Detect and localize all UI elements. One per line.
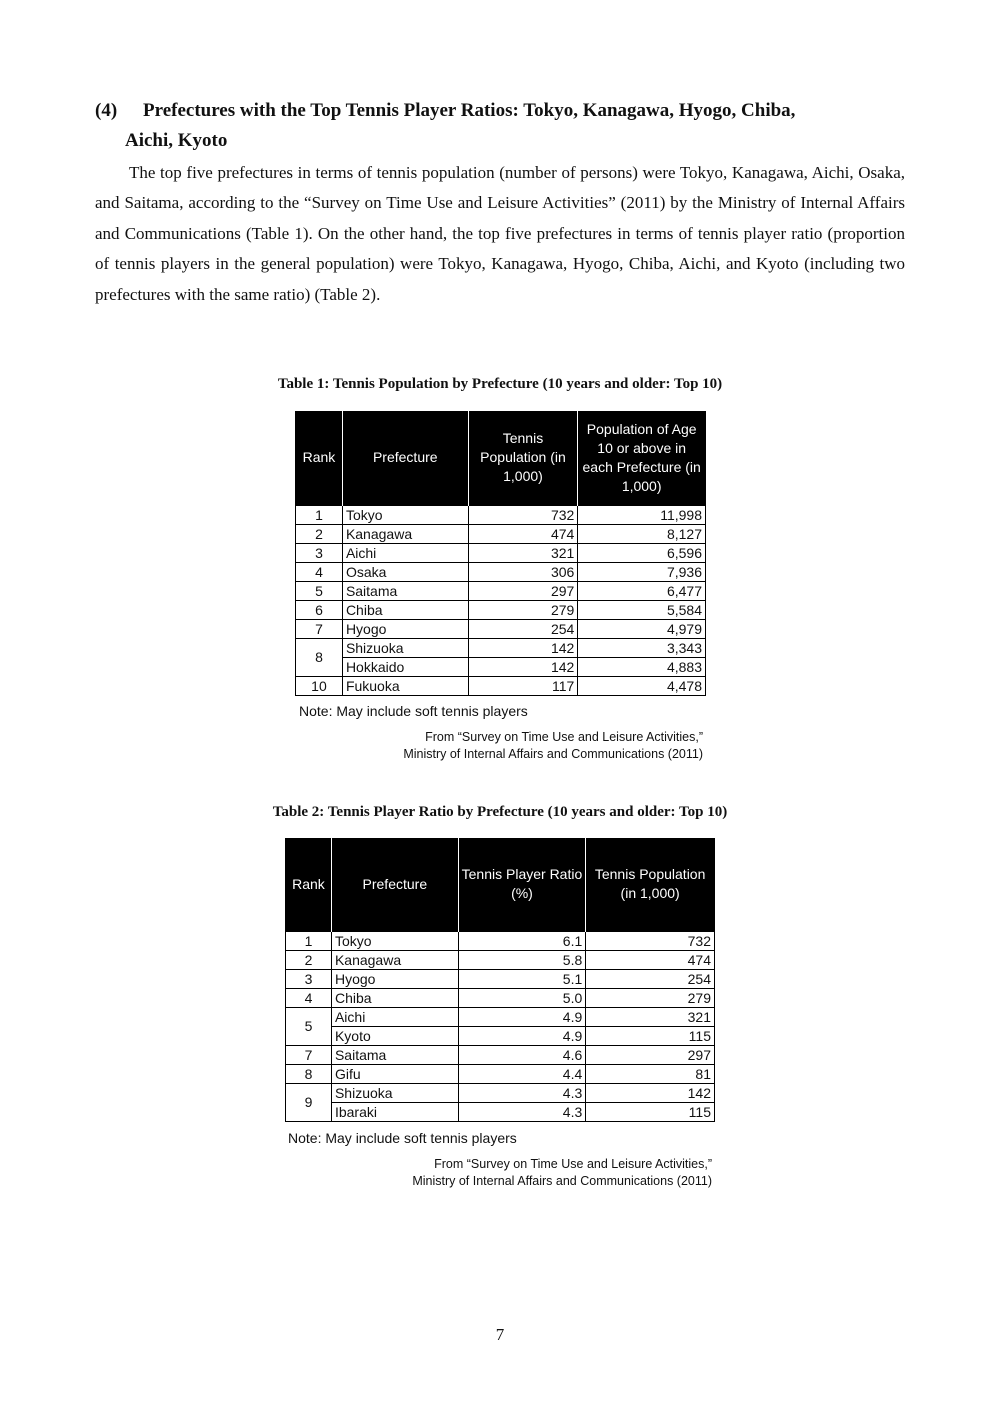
ratio-cell: 4.4: [458, 1064, 586, 1083]
tennis-population-cell: 81: [586, 1064, 715, 1083]
prefecture-cell: Aichi: [342, 543, 468, 562]
ratio-cell: 4.9: [458, 1026, 586, 1045]
tennis-population-cell: 117: [468, 676, 578, 695]
rank-cell: 5: [296, 581, 343, 600]
tennis-population-cell: 474: [468, 524, 578, 543]
table-row: [286, 1083, 715, 1102]
tennis-population-cell: 321: [586, 1007, 715, 1026]
ratio-cell: 4.9: [458, 1007, 586, 1026]
ratio-cell: 6.1: [458, 931, 586, 950]
table2: [285, 838, 715, 1122]
tennis-population-cell: 732: [586, 931, 715, 950]
tennis-population-cell: 142: [586, 1083, 715, 1102]
ratio-cell: 5.8: [458, 950, 586, 969]
tennis-population-cell: 306: [468, 562, 578, 581]
table-row: [296, 638, 706, 657]
tennis-population-cell: 142: [468, 657, 578, 676]
table2-header-prefecture: Prefecture: [331, 838, 458, 931]
ratio-cell: 4.3: [458, 1083, 586, 1102]
table-row: [296, 657, 706, 676]
tennis-population-cell: 254: [468, 619, 578, 638]
body-paragraph: The top five prefectures in terms of tennis population (number of persons) were Tokyo, Kanagawa, Aichi, Osaka, and Saitama, according to the “Survey on Time Use and Leisure Activities” (2011) by the Ministry of Internal Affairs and Communications (Table 1). On the other hand, the top five prefectures in terms of tennis player ratio (proportion of tennis players in the general population) were Tokyo, Kanagawa, Hyogo, Chiba, Aichi, and Kyoto (including two prefectures with the same ratio) (Table 2).: [95, 163, 905, 304]
table1-header-age10-population: Population of Age 10 or above in each Prefecture (in 1,000): [578, 411, 706, 505]
tennis-population-cell: 297: [586, 1045, 715, 1064]
prefecture-cell: Aichi: [331, 1007, 458, 1026]
rank-cell: 4: [286, 988, 332, 1007]
section-heading: [95, 96, 915, 156]
prefecture-cell: Kyoto: [331, 1026, 458, 1045]
prefecture-cell: Tokyo: [331, 931, 458, 950]
population-cell: 6,596: [578, 543, 706, 562]
table1-source: [300, 729, 703, 763]
rank-cell: 1: [296, 505, 343, 524]
table2-caption: Table 2: Tennis Player Ratio by Prefecture (10 years and older: Top 10): [272, 804, 728, 820]
tennis-population-cell: 279: [586, 988, 715, 1007]
table-row: [296, 543, 706, 562]
table-row: [286, 969, 715, 988]
table-row: [286, 1026, 715, 1045]
prefecture-cell: Hyogo: [342, 619, 468, 638]
table2-source-line2: Ministry of Internal Affairs and Communications (2011): [412, 1174, 712, 1188]
table-row: [286, 950, 715, 969]
tennis-population-cell: 115: [586, 1102, 715, 1121]
rank-cell: 10: [296, 676, 343, 695]
rank-cell: 1: [286, 931, 332, 950]
rank-cell: 5: [286, 1007, 332, 1045]
rank-cell: 7: [286, 1045, 332, 1064]
population-cell: 7,936: [578, 562, 706, 581]
ratio-cell: 5.1: [458, 969, 586, 988]
table1: [295, 411, 706, 696]
prefecture-cell: Hyogo: [331, 969, 458, 988]
tennis-population-cell: 297: [468, 581, 578, 600]
table-row: [296, 524, 706, 543]
rank-cell: 2: [286, 950, 332, 969]
prefecture-cell: Osaka: [342, 562, 468, 581]
prefecture-cell: Chiba: [342, 600, 468, 619]
section-title-line2: Aichi, Kyoto: [125, 130, 228, 151]
prefecture-cell: Hokkaido: [342, 657, 468, 676]
table-row: [286, 1007, 715, 1026]
tennis-population-cell: 115: [586, 1026, 715, 1045]
tennis-population-cell: 254: [586, 969, 715, 988]
prefecture-cell: Shizuoka: [331, 1083, 458, 1102]
prefecture-cell: Chiba: [331, 988, 458, 1007]
table-row: [296, 562, 706, 581]
rank-cell: 6: [296, 600, 343, 619]
table2-header-rank: Rank: [286, 838, 332, 931]
prefecture-cell: Ibaraki: [331, 1102, 458, 1121]
page-number: 7: [495, 1325, 505, 1344]
table1-caption: Table 1: Tennis Population by Prefecture (10 years and older: Top 10): [277, 376, 723, 392]
population-cell: 3,343: [578, 638, 706, 657]
table1-header-tennis-population: Tennis Population (in 1,000): [468, 411, 578, 505]
table-row: [286, 931, 715, 950]
rank-cell: 3: [296, 543, 343, 562]
rank-cell: 4: [296, 562, 343, 581]
table-row: [296, 676, 706, 695]
rank-cell: 8: [286, 1064, 332, 1083]
population-cell: 4,979: [578, 619, 706, 638]
ratio-cell: 4.3: [458, 1102, 586, 1121]
table-row: [286, 1102, 715, 1121]
tennis-population-cell: 474: [586, 950, 715, 969]
table1-note: Note: May include soft tennis players: [299, 703, 528, 719]
rank-cell: 2: [296, 524, 343, 543]
table-row: [286, 1064, 715, 1083]
population-cell: 5,584: [578, 600, 706, 619]
table2-note: Note: May include soft tennis players: [288, 1130, 517, 1146]
prefecture-cell: Shizuoka: [342, 638, 468, 657]
table-row: [296, 600, 706, 619]
table-row: [296, 505, 706, 524]
prefecture-cell: Fukuoka: [342, 676, 468, 695]
rank-cell: 8: [296, 638, 343, 676]
tennis-population-cell: 321: [468, 543, 578, 562]
table1-source-line1: From “Survey on Time Use and Leisure Activities,”: [425, 730, 703, 744]
prefecture-cell: Kanagawa: [331, 950, 458, 969]
tennis-population-cell: 279: [468, 600, 578, 619]
population-cell: 4,883: [578, 657, 706, 676]
tennis-population-cell: 142: [468, 638, 578, 657]
table2-header-ratio: Tennis Player Ratio (%): [458, 838, 586, 931]
rank-cell: 3: [286, 969, 332, 988]
table-row: [286, 1045, 715, 1064]
table1-header-prefecture: Prefecture: [342, 411, 468, 505]
table2-source: [300, 1156, 712, 1190]
prefecture-cell: Kanagawa: [342, 524, 468, 543]
table1-source-line2: Ministry of Internal Affairs and Communications (2011): [403, 747, 703, 761]
prefecture-cell: Tokyo: [342, 505, 468, 524]
population-cell: 8,127: [578, 524, 706, 543]
table1-header-rank: Rank: [296, 411, 343, 505]
rank-cell: 9: [286, 1083, 332, 1121]
population-cell: 6,477: [578, 581, 706, 600]
rank-cell: 7: [296, 619, 343, 638]
prefecture-cell: Gifu: [331, 1064, 458, 1083]
population-cell: 11,998: [578, 505, 706, 524]
table2-source-line1: From “Survey on Time Use and Leisure Activities,”: [434, 1157, 712, 1171]
ratio-cell: 5.0: [458, 988, 586, 1007]
prefecture-cell: Saitama: [331, 1045, 458, 1064]
table-row: [296, 581, 706, 600]
table2-header-tennis-population: Tennis Population (in 1,000): [586, 838, 715, 931]
tennis-population-cell: 732: [468, 505, 578, 524]
population-cell: 4,478: [578, 676, 706, 695]
ratio-cell: 4.6: [458, 1045, 586, 1064]
table-row: [286, 988, 715, 1007]
prefecture-cell: Saitama: [342, 581, 468, 600]
section-number: (4): [95, 100, 118, 121]
table-row: [296, 619, 706, 638]
section-title-line1: Prefectures with the Top Tennis Player Ratios: Tokyo, Kanagawa, Hyogo, Chiba,: [143, 100, 796, 121]
